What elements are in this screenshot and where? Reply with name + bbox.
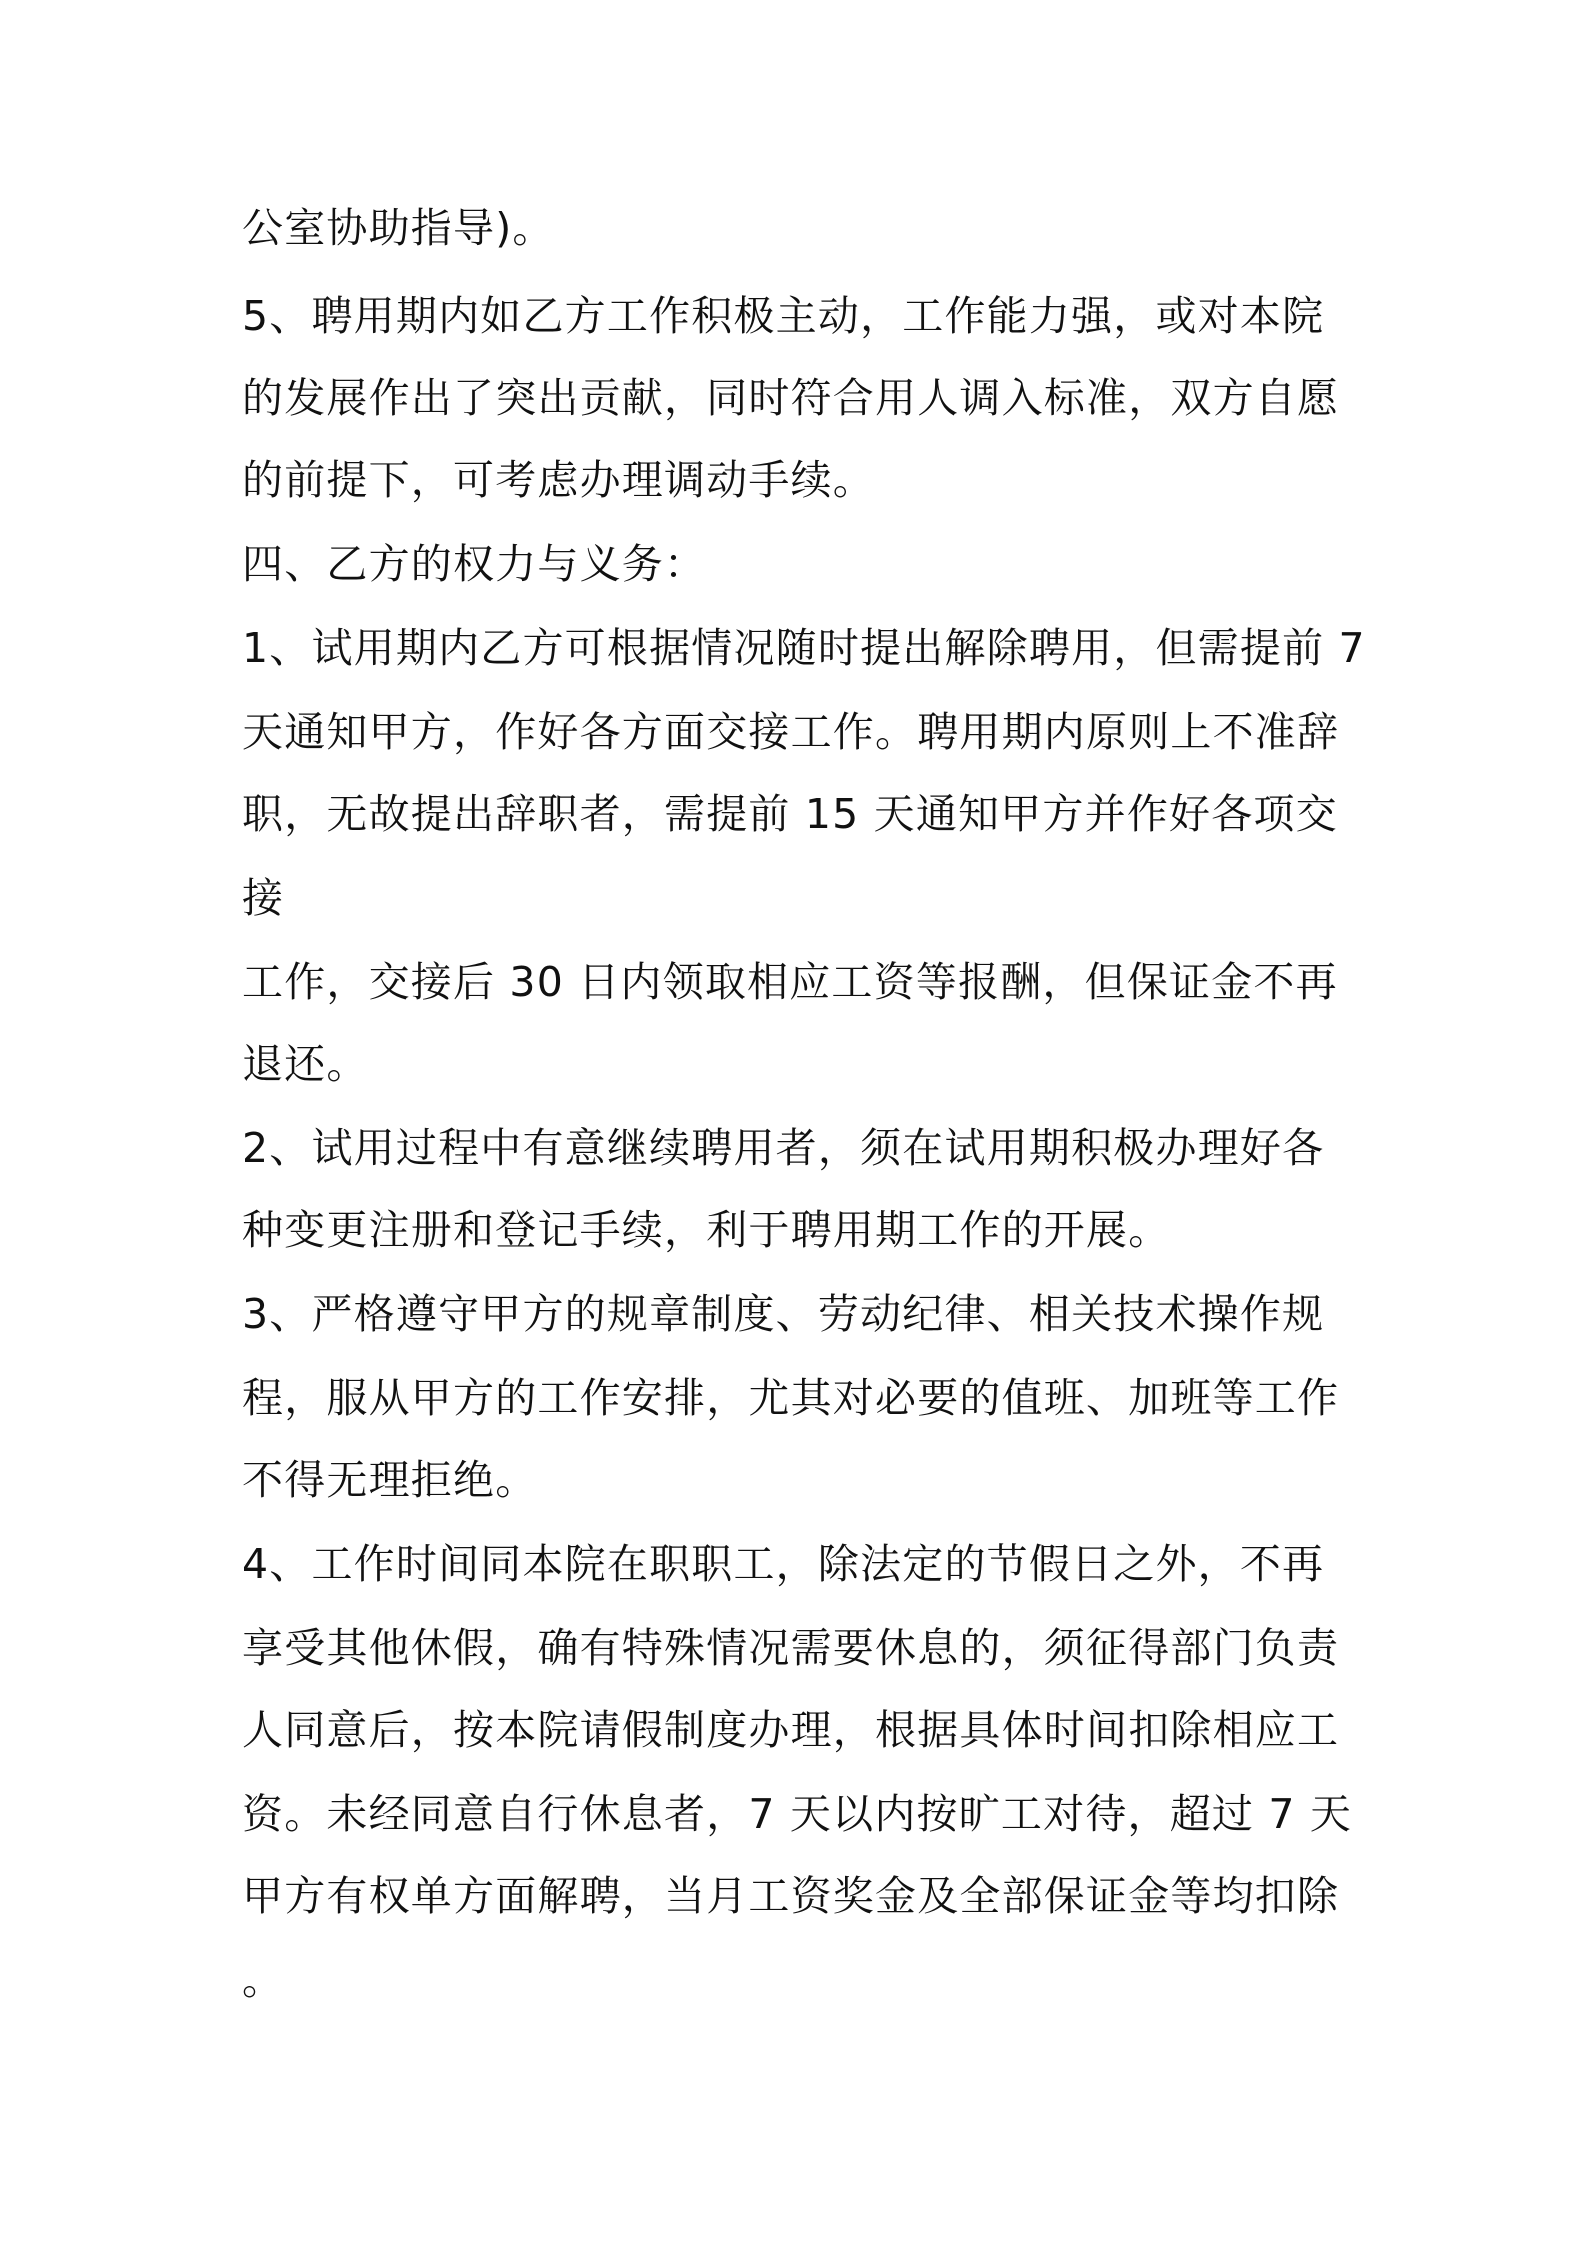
text-line: 享受其他休假，确有特殊情况需要休息的，须征得部门负责 <box>242 1624 1340 1672</box>
text-line: 职，无故提出辞职者，需提前 15 天通知甲方并作好各项交 <box>242 790 1338 838</box>
text-line: 人同意后，按本院请假制度办理，根据具体时间扣除相应工 <box>242 1706 1340 1754</box>
text-line: 种变更注册和登记手续，利于聘用期工作的开展。 <box>242 1206 1171 1254</box>
text-line: 4、工作时间同本院在职职工，除法定的节假日之外，不再 <box>242 1540 1325 1588</box>
text-line: 程，服从甲方的工作安排，尤其对必要的值班、加班等工作 <box>242 1374 1340 1422</box>
text-line: 3、严格遵守甲方的规章制度、劳动纪律、相关技术操作规 <box>242 1290 1325 1338</box>
text-line: 。 <box>242 1956 285 2004</box>
text-line: 工作，交接后 30 日内领取相应工资等报酬，但保证金不再 <box>242 958 1338 1006</box>
text-line: 天通知甲方，作好各方面交接工作。聘用期内原则上不准辞 <box>242 708 1340 756</box>
text-line: 接 <box>242 874 285 922</box>
text-line: 四、乙方的权力与义务： <box>242 540 707 588</box>
text-line: 资。未经同意自行休息者，7 天以内按旷工对待，超过 7 天 <box>242 1790 1353 1838</box>
text-line: 1、试用期内乙方可根据情况随时提出解除聘用，但需提前 7 <box>242 624 1366 672</box>
text-line: 5、聘用期内如乙方工作积极主动，工作能力强，或对本院 <box>242 292 1325 340</box>
text-line: 的发展作出了突出贡献，同时符合用人调入标准，双方自愿 <box>242 374 1340 422</box>
text-line: 的前提下，可考虑办理调动手续。 <box>242 456 875 504</box>
text-line: 退还。 <box>242 1040 369 1088</box>
text-line: 2、试用过程中有意继续聘用者，须在试用期积极办理好各 <box>242 1124 1325 1172</box>
text-line: 甲方有权单方面解聘，当月工资奖金及全部保证金等均扣除 <box>242 1872 1340 1920</box>
text-line: 不得无理拒绝。 <box>242 1456 538 1504</box>
text-line: 公室协助指导)。 <box>242 204 555 252</box>
